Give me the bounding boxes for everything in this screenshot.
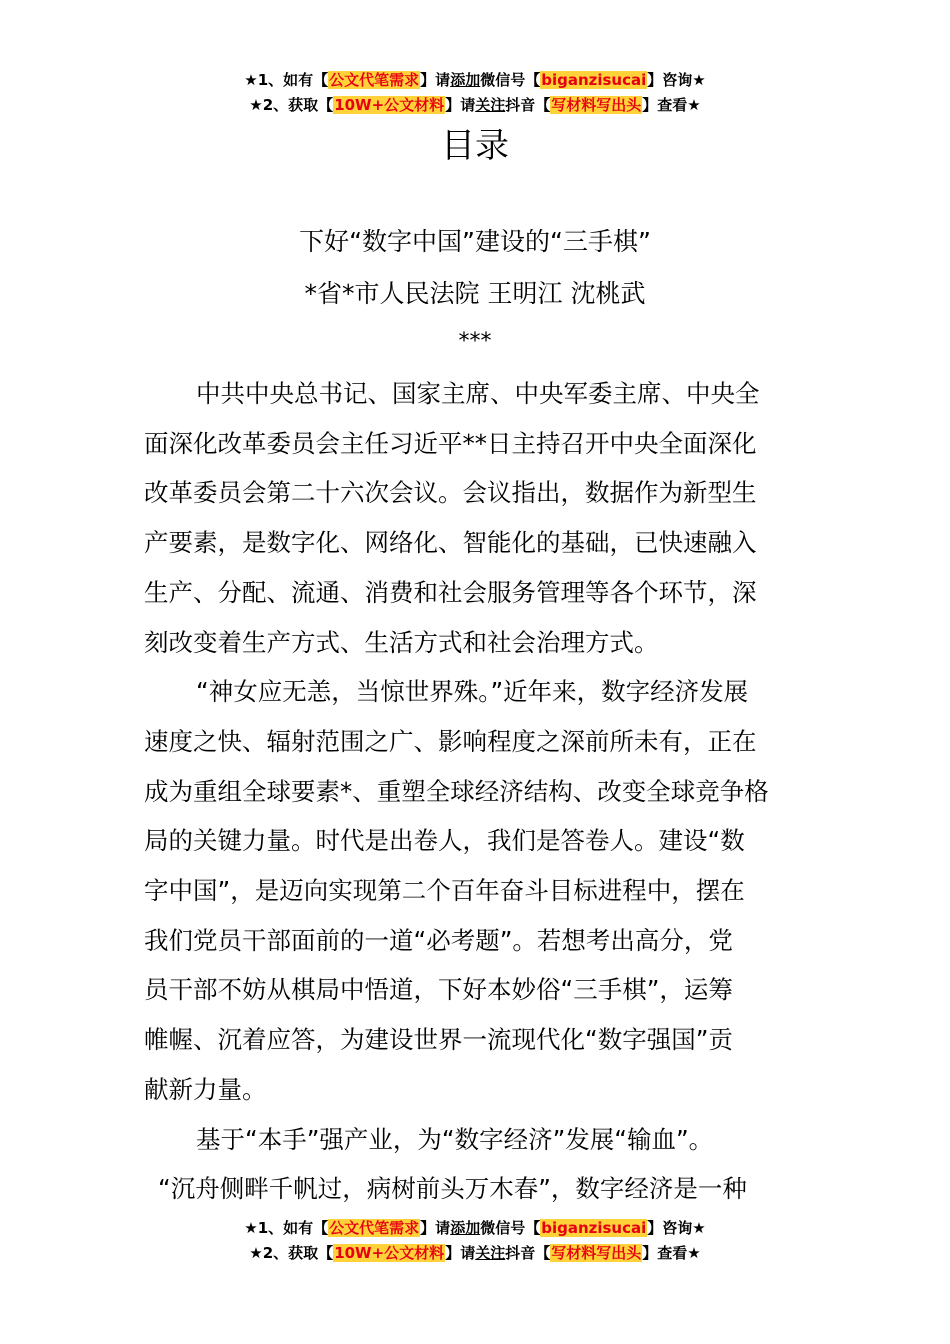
body-line: 员干部不妨从棋局中悟道，下好本妙俗“三手棋”，运筹 [144, 975, 733, 1005]
highlight-service: 公文代笔需求 [329, 1219, 420, 1237]
article-title: 下好“数字中国”建设的“三手棋” [299, 227, 651, 256]
document-title: 目录 [441, 126, 509, 166]
article-author: *省*市人民法院 王明江 沈桃武 [304, 279, 646, 308]
header-notice-line-2: ★2、获取【10W+公文材料】请关注抖音【写材料写出头】查看★ [249, 96, 701, 114]
footer-notice-line-1: ★1、如有【公文代笔需求】请添加微信号【biganzisucai】咨询★ [244, 1219, 706, 1237]
highlight-service: 公文代笔需求 [329, 71, 420, 89]
body-line: 我们党员干部面前的一道“必考题”。若想考出高分，党 [144, 925, 733, 955]
highlight-materials: 10W+公文材料 [334, 1244, 445, 1262]
footer-notice [0, 1216, 950, 1266]
highlight-wechat-id: biganzisucai [541, 1219, 647, 1237]
body-line: 刻改变着生产方式、生活方式和社会治理方式。 [144, 627, 659, 657]
body-line: 中共中央总书记、国家主席、中央军委主席、中央全 [196, 379, 760, 408]
body-line: 改革委员会第二十六次会议。会议指出，数据作为新型生 [144, 478, 757, 508]
body-line: 速度之快、辐射范围之广、影响程度之深前所未有，正在 [144, 726, 757, 756]
header-notice [0, 68, 950, 118]
highlight-materials: 10W+公文材料 [334, 96, 445, 114]
footer-notice-line-2: ★2、获取【10W+公文材料】请关注抖音【写材料写出头】查看★ [249, 1244, 701, 1262]
body-line: “神女应无恙，当惊世界殊。”近年来，数字经济发展 [196, 677, 749, 707]
highlight-wechat-id: biganzisucai [541, 71, 647, 89]
separator: *** [458, 329, 492, 354]
body-line: 献新力量。 [144, 1074, 267, 1104]
body-line: 产要素，是数字化、网络化、智能化的基础，已快速融入 [144, 528, 757, 558]
body-line: 成为重组全球要素*、重塑全球经济结构、改变全球竞争格 [144, 776, 769, 806]
body-line: 局的关键力量。时代是出卷人，我们是答卷人。建设“数 [144, 826, 745, 856]
body-line: 基于“本手”强产业，为“数字经济”发展“输血”。 [196, 1124, 714, 1154]
highlight-douyin-account: 写材料写出头 [551, 96, 642, 114]
body-line: 面深化改革委员会主任习近平**日主持召开中央全面深化 [144, 428, 757, 458]
highlight-douyin-account: 写材料写出头 [551, 1244, 642, 1262]
body-line: 字中国”，是迈向实现第二个百年奋斗目标进程中，摆在 [144, 876, 745, 906]
body-line: 帷幄、沉着应答，为建设世界一流现代化“数字强国”贡 [144, 1025, 733, 1055]
header-notice-line-1: ★1、如有【公文代笔需求】请添加微信号【biganzisucai】咨询★ [244, 71, 706, 89]
article-body [144, 369, 798, 1214]
body-line: 生产、分配、流通、消费和社会服务管理等各个环节，深 [144, 577, 757, 607]
body-line: “沉舟侧畔千帆过，病树前头万木春”，数字经济是一种 [158, 1174, 747, 1204]
